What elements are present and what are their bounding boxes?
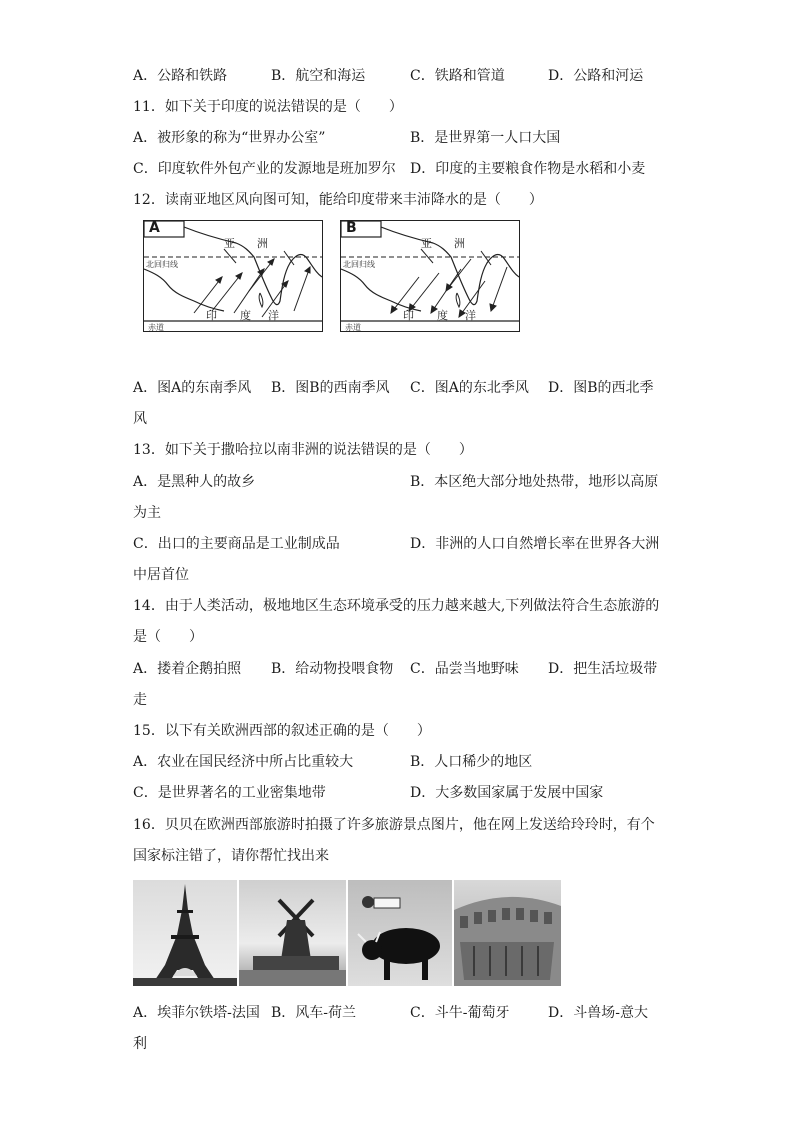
q11-option-d: D．印度的主要粮食作物是水稻和小麦 bbox=[410, 161, 646, 177]
q13-option-c: C．出口的主要商品是工业制成品 bbox=[133, 536, 340, 552]
wind-map-a bbox=[143, 220, 323, 332]
q14-option-d: D．把生活垃圾带 bbox=[548, 661, 658, 677]
q12-option-d: D．图B的西北季 bbox=[548, 380, 654, 396]
map-a-tropic-label: 北回归线 bbox=[146, 260, 178, 269]
q12-option-c: C．图A的东北季风 bbox=[410, 380, 529, 396]
q11-option-b: B．是世界第一人口大国 bbox=[410, 130, 561, 146]
q13-stem: 13．如下关于撒哈拉以南非洲的说法错误的是（ ） bbox=[133, 442, 473, 458]
q16-stem-line2: 国家标注错了，请你帮忙找出来 bbox=[133, 848, 329, 864]
map-a-ocean-2: 度 bbox=[240, 309, 251, 322]
q14-stem-line1: 14．由于人类活动，极地地区生态环境承受的压力越来越大,下列做法符合生态旅游的 bbox=[133, 598, 660, 614]
q12-option-a: A．图A的东南季风 bbox=[133, 380, 252, 396]
q11-stem: 11．如下关于印度的说法错误的是（ ） bbox=[133, 99, 403, 115]
q13-option-d: D．非洲的人口自然增长率在世界各大洲 bbox=[410, 536, 660, 552]
q12-stem: 12．读南亚地区风向图可知，能给印度带来丰沛降水的是（ ） bbox=[133, 192, 543, 208]
map-a-ocean-1: 印 bbox=[206, 309, 217, 322]
q15-stem: 15．以下有关欧洲西部的叙述正确的是（ ） bbox=[133, 723, 431, 739]
q16-option-a: A．埃菲尔铁塔-法国 bbox=[133, 1005, 260, 1021]
bullfight-photo bbox=[348, 880, 452, 986]
eiffel-tower-photo bbox=[133, 880, 237, 986]
q12-option-b: B．图B的西南季风 bbox=[271, 380, 390, 396]
q15-option-c: C．是世界著名的工业密集地带 bbox=[133, 785, 326, 801]
q10-option-b: B．航空和海运 bbox=[271, 68, 366, 84]
q10-option-c: C．铁路和管道 bbox=[410, 68, 505, 84]
q10-option-a: A．公路和铁路 bbox=[133, 68, 228, 84]
q16-option-c: C．斗牛-葡萄牙 bbox=[410, 1005, 510, 1021]
q16-option-b: B．风车-荷兰 bbox=[271, 1005, 357, 1021]
map-a-continent: 亚 洲 bbox=[224, 237, 268, 250]
q14-option-c: C．品尝当地野味 bbox=[410, 661, 519, 677]
q13-option-b: B．本区绝大部分地处热带，地形以高原 bbox=[410, 474, 659, 490]
colosseum-photo bbox=[454, 880, 561, 986]
windmill-photo bbox=[239, 880, 346, 986]
q11-option-a: A．被形象的称为“世界办公室” bbox=[133, 130, 326, 146]
q14-option-b: B．给动物投喂食物 bbox=[271, 661, 394, 677]
q15-option-d: D．大多数国家属于发展中国家 bbox=[410, 785, 604, 801]
q13-option-d-wrap: 中居首位 bbox=[133, 567, 189, 583]
q11-option-c: C．印度软件外包产业的发源地是班加罗尔 bbox=[133, 161, 396, 177]
q10-option-d: D．公路和河运 bbox=[548, 68, 644, 84]
q13-option-a: A．是黑种人的故乡 bbox=[133, 474, 256, 490]
map-b-tropic-label: 北回归线 bbox=[343, 260, 375, 269]
map-a-equator-label: 赤道 bbox=[148, 323, 164, 332]
q14-option-d-wrap: 走 bbox=[133, 692, 147, 708]
q16-option-d-wrap: 利 bbox=[133, 1036, 147, 1052]
q16-option-d: D．斗兽场-意大 bbox=[548, 1005, 648, 1021]
q14-option-a: A．搂着企鹅拍照 bbox=[133, 661, 242, 677]
map-b-ocean-3: 洋 bbox=[465, 309, 476, 322]
map-b-continent: 亚 洲 bbox=[421, 237, 465, 250]
q14-stem-line2: 是（ ） bbox=[133, 629, 203, 645]
map-b-letter: B bbox=[346, 220, 357, 236]
q15-option-b: B．人口稀少的地区 bbox=[410, 754, 533, 770]
map-a-ocean-3: 洋 bbox=[268, 309, 279, 322]
map-a-letter: A bbox=[149, 220, 160, 236]
q16-stem-line1: 16．贝贝在欧洲西部旅游时拍摄了许多旅游景点图片，他在网上发送给玲玲时，有个 bbox=[133, 817, 655, 833]
map-b-ocean-1: 印 bbox=[403, 309, 414, 322]
wind-map-b bbox=[340, 220, 520, 332]
q13-option-b-wrap: 为主 bbox=[133, 505, 161, 521]
map-b-equator-label: 赤道 bbox=[345, 323, 361, 332]
q15-option-a: A．农业在国民经济中所占比重较大 bbox=[133, 754, 354, 770]
map-b-ocean-2: 度 bbox=[437, 309, 448, 322]
q12-option-d-wrap: 风 bbox=[133, 411, 147, 427]
